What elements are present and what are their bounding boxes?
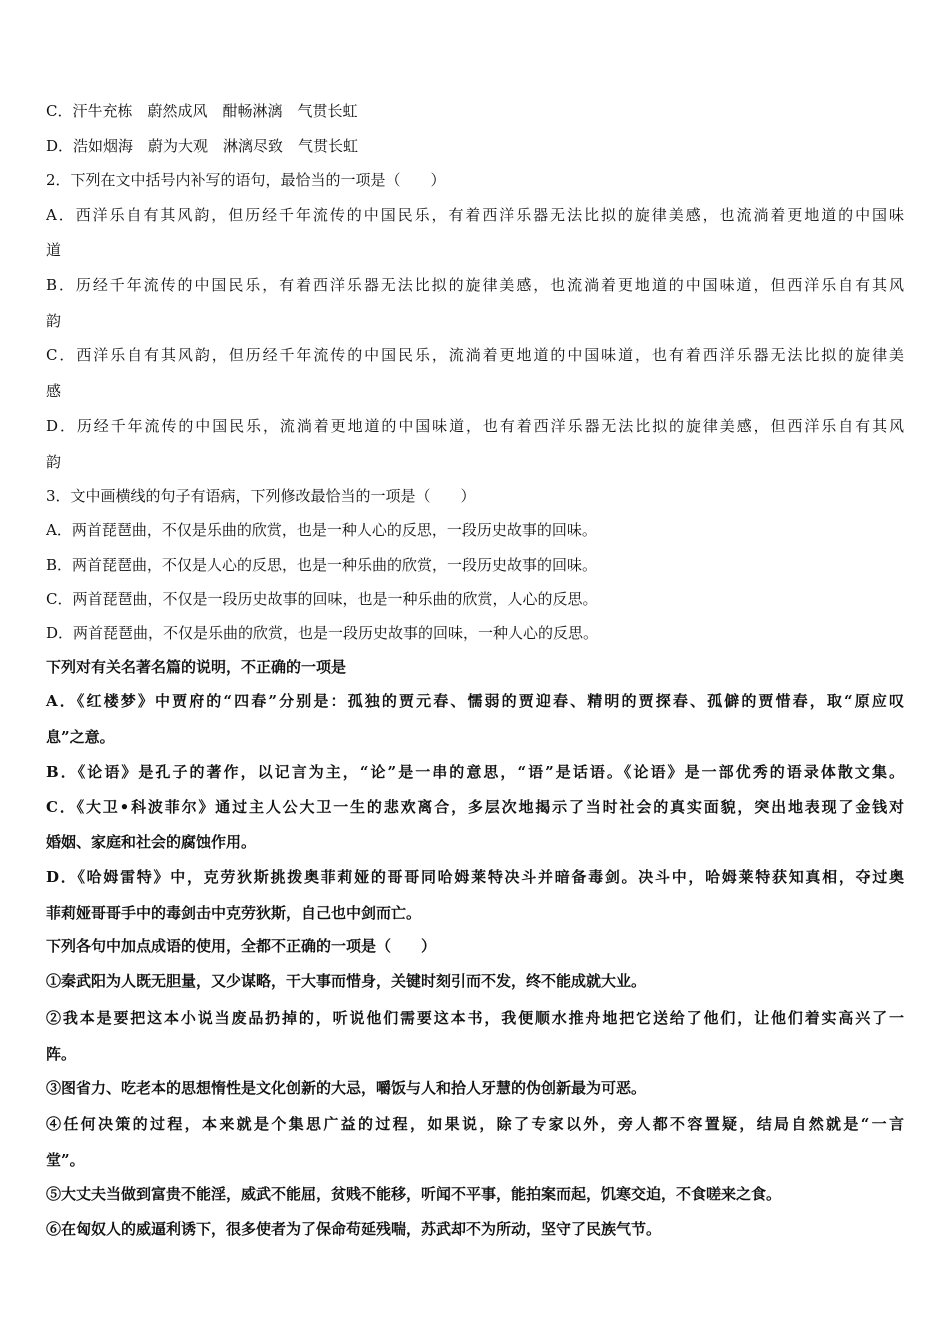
q4-option-b: B．《论语》是孔子的著作，以记言为主，“论”是一串的意思，“语”是话语。《论语》是一部优秀的语录体散文集。 xyxy=(46,763,904,781)
q5-sentence-2-line2: 阵。 xyxy=(46,1045,77,1063)
q2-option-d-line2: 韵 xyxy=(46,453,62,471)
q4-option-d-line2: 菲莉娅哥哥手中的毒剑击中克劳狄斯，自己也中剑而亡。 xyxy=(46,904,422,922)
q2-option-c-line1: C．西洋乐自有其风韵，但历经千年流传的中国民乐，流淌着更地道的中国味道，也有着西洋乐器无法比拟的旋律美 xyxy=(46,346,904,364)
q2-option-b-line1: B．历经千年流传的中国民乐，有着西洋乐器无法比拟的旋律美感，也流淌着更地道的中国味道，但西洋乐自有其风 xyxy=(46,276,904,294)
q3-option-b: B．两首琵琶曲，不仅是人心的反思，也是一种乐曲的欣赏，一段历史故事的回味。 xyxy=(46,556,598,574)
q3-option-c: C．两首琵琶曲，不仅是一段历史故事的回味，也是一种乐曲的欣赏，人心的反思。 xyxy=(46,590,598,608)
q1-option-c: C．汗牛充栋 蔚然成风 酣畅淋漓 气贯长虹 xyxy=(46,102,358,120)
q4-option-c-line1: C．《大卫•科波菲尔》通过主人公大卫一生的悲欢离合，多层次地揭示了当时社会的真实面貌，突出地表现了金钱对 xyxy=(46,798,904,816)
q2-option-c-line2: 感 xyxy=(46,382,62,400)
q5-sentence-4-line1: ④任何决策的过程，本来就是个集思广益的过程，如果说，除了专家以外，旁人都不容置疑，结局自然就是“一言 xyxy=(46,1115,904,1133)
q1-option-d: D．浩如烟海 蔚为大观 淋漓尽致 气贯长虹 xyxy=(46,137,359,155)
q4-stem: 下列对有关名著名篇的说明，不正确的一项是 xyxy=(46,658,347,676)
q5-sentence-3: ③图省力、吃老本的思想惰性是文化创新的大忌，嚼饭与人和拾人牙慧的伪创新最为可恶。 xyxy=(46,1079,647,1097)
q5-sentence-6: ⑥在匈奴人的威逼利诱下，很多使者为了保命苟延残喘，苏武却不为所动，坚守了民族气节。 xyxy=(46,1220,662,1238)
q5-sentence-1: ①秦武阳为人既无胆量，又少谋略，干大事而惜身，关键时刻引而不发，终不能成就大业。 xyxy=(46,972,647,990)
q5-sentence-5: ⑤大丈夫当做到富贵不能淫，威武不能屈，贫贱不能移，听闻不平事，能拍案而起，饥寒交迫，不食嗟来之食。 xyxy=(46,1185,782,1203)
q2-stem: 2．下列在文中括号内补写的语句，最恰当的一项是（ ） xyxy=(46,171,446,189)
q3-option-a: A．两首琵琶曲，不仅是乐曲的欣赏，也是一种人心的反思，一段历史故事的回味。 xyxy=(46,521,597,539)
q4-option-a-line1: A．《红楼梦》中贾府的“四春”分别是：孤独的贾元春、懦弱的贾迎春、精明的贾探春、孤僻的贾惜春，取“原应叹 xyxy=(46,692,904,710)
q2-option-d-line1: D．历经千年流传的中国民乐，流淌着更地道的中国味道，也有着西洋乐器无法比拟的旋律美感，但西洋乐自有其风 xyxy=(46,417,904,435)
q5-sentence-2-line1: ②我本是要把这本小说当废品扔掉的，听说他们需要这本书，我便顺水推舟地把它送给了他们，让他们着实高兴了一 xyxy=(46,1009,904,1027)
q3-option-d: D．两首琵琶曲，不仅是乐曲的欣赏，也是一段历史故事的回味，一种人心的反思。 xyxy=(46,624,599,642)
q2-option-a-line1: A．西洋乐自有其风韵，但历经千年流传的中国民乐，有着西洋乐器无法比拟的旋律美感，也流淌着更地道的中国味 xyxy=(46,206,904,224)
q4-option-d-line1: D．《哈姆雷特》中，克劳狄斯挑拨奥菲莉娅的哥哥同哈姆莱特决斗并暗备毒剑。决斗中，哈姆莱特获知真相，夺过奥 xyxy=(46,868,904,886)
q4-option-c-line2: 婚姻、家庭和社会的腐蚀作用。 xyxy=(46,833,257,851)
q5-sentence-4-line2: 堂”。 xyxy=(46,1151,85,1169)
q5-stem: 下列各句中加点成语的使用，全都不正确的一项是（ ） xyxy=(46,937,437,955)
q2-option-a-line2: 道 xyxy=(46,241,62,259)
q2-option-b-line2: 韵 xyxy=(46,312,62,330)
q4-option-a-line2: 息”之意。 xyxy=(46,728,115,746)
q3-stem: 3．文中画横线的句子有语病，下列修改最恰当的一项是（ ） xyxy=(46,487,476,505)
